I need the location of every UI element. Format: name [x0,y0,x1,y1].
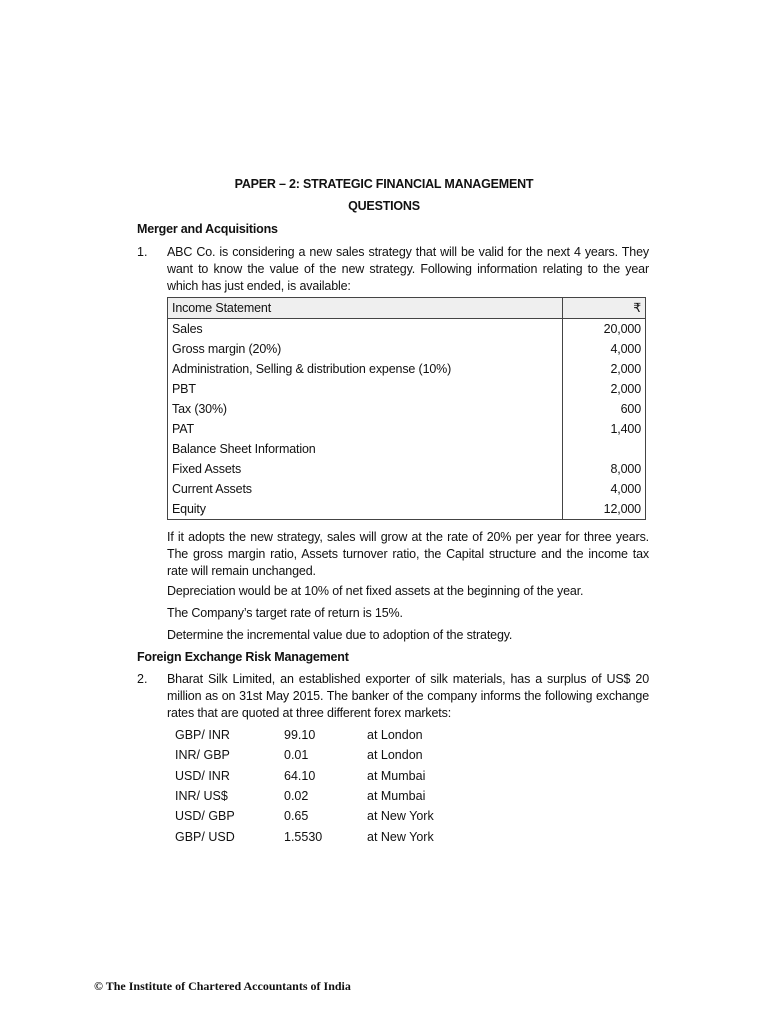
table-row-value: 12,000 [563,499,646,520]
table-header-label: Income Statement [168,298,563,319]
table-row-value: 600 [563,399,646,419]
table-row [168,399,646,419]
question-2-intro: Bharat Silk Limited, an established exporter of silk materials, has a surplus of US$ 20 million as on 31st May 2015. The banker of the company informs the following exchange rates that are quoted at three different forex markets: [167,672,649,720]
income-statement-table [167,297,646,520]
table-row [168,459,646,479]
currency-pair: GBP/ INR [175,728,230,742]
question-1-paragraph-4: Determine the incremental value due to adoption of the strategy. [167,628,513,642]
section-heading-forex: Foreign Exchange Risk Management [137,650,349,664]
rate-market: at New York [367,829,434,844]
table-row [168,339,646,359]
table-row-value: 20,000 [563,319,646,340]
table-row [168,379,646,399]
table-row-value [563,439,646,459]
table-row-value: 4,000 [563,339,646,359]
table-row [168,359,646,379]
table-header-row [168,298,646,319]
table-row-label: Tax (30%) [168,399,563,419]
table-row [168,479,646,499]
table-row-label: Sales [168,319,563,340]
rate-market: at London [367,728,423,742]
table-row-value: 1,400 [563,419,646,439]
question-number-2: 2. [137,672,148,686]
currency-pair: USD/ INR [175,768,230,783]
table-row-label: Fixed Assets [168,459,563,479]
currency-pair: GBP/ USD [175,829,235,844]
question-number-1: 1. [137,245,148,259]
table-row [168,439,646,459]
question-1-paragraph-2: Depreciation would be at 10% of net fixed assets at the beginning of the year. [167,584,584,598]
rate-market: at Mumbai [367,788,426,803]
rate-market: at Mumbai [367,768,426,783]
table-row-value: 8,000 [563,459,646,479]
currency-pair: INR/ GBP [175,748,230,763]
question-1-paragraph-1: If it adopts the new strategy, sales will grow at the rate of 20% per year for three years. The gross margin ratio, Assets turnover ratio, the Capital structure and the income tax rate will remain unchanged. [167,530,649,578]
table-row-value: 2,000 [563,379,646,399]
questions-heading: QUESTIONS [348,199,420,213]
rate-value: 99.10 [284,728,316,742]
currency-pair: INR/ US$ [175,788,228,803]
rate-market: at New York [367,809,434,824]
currency-pair: USD/ GBP [175,809,235,824]
table-row [168,499,646,520]
table-row-label: Current Assets [168,479,563,499]
table-row [168,319,646,340]
rate-value: 0.02 [284,788,309,803]
table-row-label: PAT [168,419,563,439]
table-row-value: 4,000 [563,479,646,499]
rate-value: 0.65 [284,809,309,824]
rate-value: 0.01 [284,748,309,763]
paper-title: PAPER – 2: STRATEGIC FINANCIAL MANAGEMENT [234,177,534,191]
table-row [168,419,646,439]
table-row-label: Administration, Selling & distribution expense (10%) [168,359,563,379]
question-1-paragraph-3: The Company’s target rate of return is 15%. [167,606,403,620]
table-row-label: Balance Sheet Information [168,439,563,459]
rate-market: at London [367,748,423,763]
table-row-label: Gross margin (20%) [168,339,563,359]
table-header-currency: ₹ [563,298,646,319]
table-row-label: PBT [168,379,563,399]
footer-copyright: © The Institute of Chartered Accountants of India [94,979,351,993]
section-heading-merger: Merger and Acquisitions [137,222,278,236]
rate-value: 1.5530 [284,829,323,844]
question-1-intro: ABC Co. is considering a new sales strategy that will be valid for the next 4 years. They want to know the value of the new strategy. Following information relating to the year which has just ended, is available: [167,245,649,293]
table-row-label: Equity [168,499,563,520]
rate-value: 64.10 [284,768,316,783]
table-row-value: 2,000 [563,359,646,379]
